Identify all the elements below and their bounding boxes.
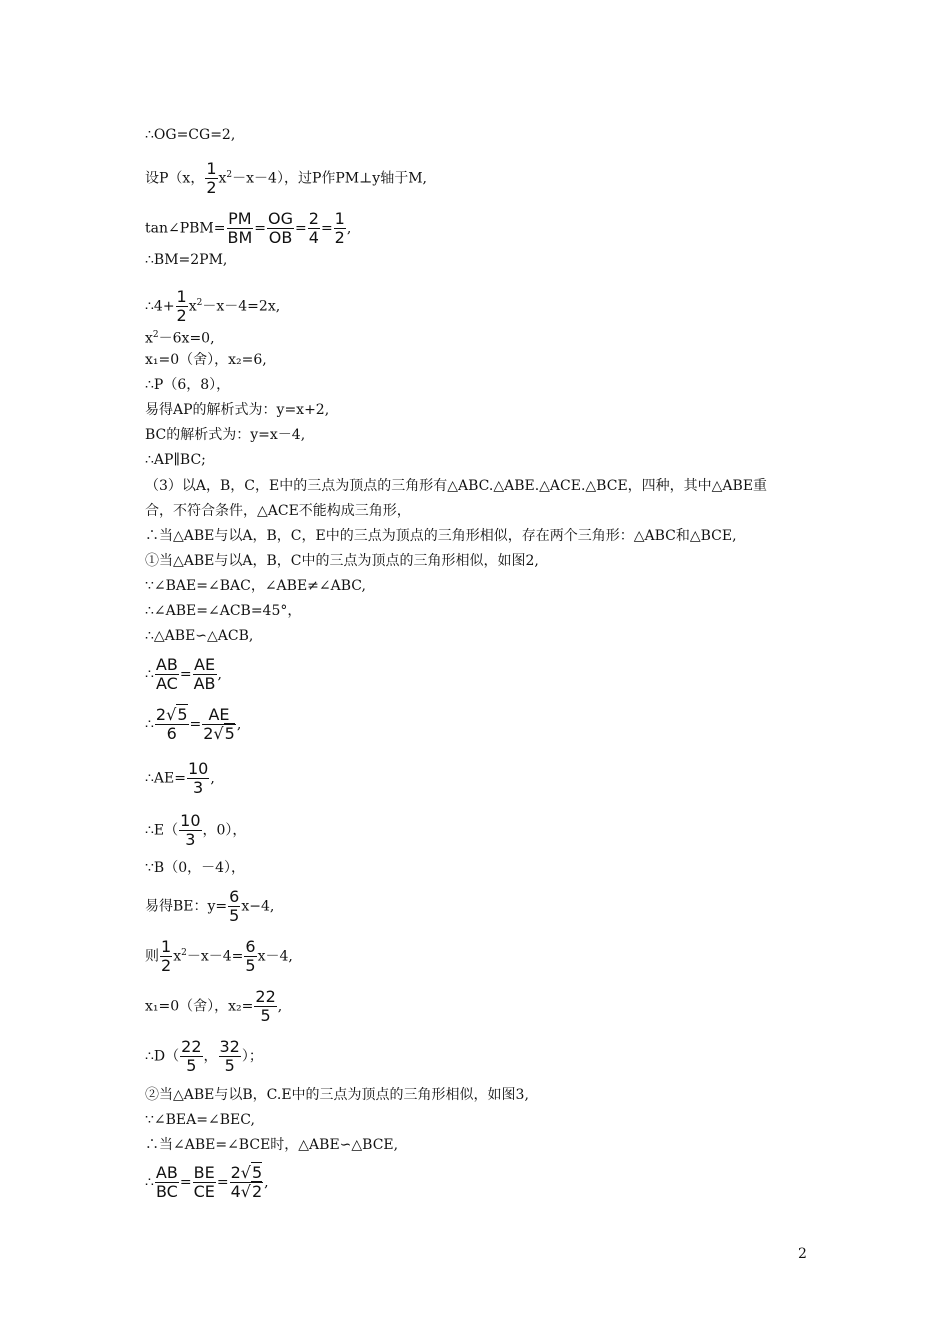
fraction: $\frac{1}{2}$: [161, 937, 172, 975]
line-25: 则 $\frac{1}{2}$ $x^2-x-4=$ $\frac{6}{5}$ x－4,: [145, 937, 293, 975]
fraction: $\frac{PM}{BM}$: [227, 209, 253, 247]
line-5: ∴4+ $\frac{1}{2}$ $x^2-x-4=2x$,: [145, 287, 281, 325]
line-27: ∴D（ $\frac{22}{5}$ ， $\frac{32}{5}$ ）；: [145, 1037, 263, 1075]
radical: √5: [166, 705, 188, 724]
line-21: ∴AE= $\frac{10}{3}$ ,: [145, 759, 215, 797]
line-13: 合，不符合条件，△ACE不能构成三角形，: [145, 503, 411, 519]
fraction: $\frac{6}{5}$: [245, 937, 256, 975]
line-9: 易得AP的解析式为：y=x+2,: [145, 402, 330, 418]
line-26: x₁=0（舍），x₂= $\frac{22}{5}$ ,: [145, 987, 283, 1025]
fraction: $\frac{10}{3}$: [180, 811, 201, 849]
fraction: $\frac{1}{2}$: [206, 159, 217, 197]
line-31: ∴ $\frac{AB}{BC}$ = $\frac{BE}{CE}$ = $\frac{2√5}{4√2}$ ,: [145, 1163, 269, 1201]
fraction: $\frac{2√5}{4√2}$: [230, 1163, 263, 1201]
fraction: $\frac{AE}{AB}$: [193, 655, 216, 693]
fraction: $\frac{1}{2}$: [334, 209, 345, 247]
line-14: ∴当△ABE与以A，B，C，E中的三点为顶点的三角形相似，存在两个三角形：△ABC和△BCE,: [145, 528, 737, 544]
fraction: $\frac{AB}{BC}$: [155, 1163, 178, 1201]
fraction: $\frac{OG}{OB}$: [268, 209, 294, 247]
line-4: ∴BM=2PM,: [145, 252, 228, 268]
line-10: BC的解析式为：y=x－4,: [145, 427, 306, 443]
line-29: ∵∠BEA=∠BEC,: [145, 1112, 255, 1128]
line-12: （3）以A，B，C，E中的三点为顶点的三角形有△ABC.△ABE.△ACE.△BCE，四种，其中△ABE重: [145, 478, 768, 494]
radical: √5: [213, 724, 235, 743]
line-1: ∴OG=CG=2,: [145, 127, 236, 143]
line-28: ②当△ABE与以B，C.E中的三点为顶点的三角形相似，如图3,: [145, 1087, 529, 1103]
fraction: $\frac{22}{5}$: [255, 987, 276, 1025]
fraction: $\frac{22}{5}$: [181, 1037, 202, 1075]
line-20: ∴ $\frac{2√5}{6}$ = $\frac{AE}{2√5}$ ,: [145, 705, 242, 743]
radical: √5: [240, 1163, 263, 1182]
line-8: ∴P（6，8），: [145, 377, 231, 393]
line-15: ①当△ABE与以A，B，C中的三点为顶点的三角形相似，如图2,: [145, 553, 539, 569]
line-30: ∴当∠ABE=∠BCE时，△ABE∽△BCE,: [145, 1137, 399, 1153]
fraction: $\frac{10}{3}$: [187, 759, 209, 797]
fraction: $\frac{6}{5}$: [229, 887, 240, 925]
fraction: $\frac{1}{2}$: [176, 287, 187, 325]
fraction: $\frac{AE}{2√5}$: [203, 705, 235, 743]
line-22: ∴E（ $\frac{10}{3}$ ，0），: [145, 811, 247, 849]
fraction: $\frac{32}{5}$: [219, 1037, 240, 1075]
line-7: x₁=0（舍），x₂=6,: [145, 352, 267, 368]
fraction: $\frac{2}{4}$: [308, 209, 319, 247]
line-6: $x^2-6x=0$,: [145, 330, 215, 347]
line-16: ∵∠BAE=∠BAC，∠ABE≠∠ABC,: [145, 578, 366, 594]
line-19: ∴ $\frac{AB}{AC}$ = $\frac{AE}{AB}$ ,: [145, 655, 222, 693]
fraction: $\frac{AB}{AC}$: [155, 655, 178, 693]
line-17: ∴∠ABE=∠ACB=45°，: [145, 603, 302, 619]
line-23: ∵B（0，－4），: [145, 860, 246, 876]
page-number: 2: [798, 1246, 807, 1262]
line-18: ∴△ABE∽△ACB,: [145, 628, 254, 644]
line-2: 设P（x， $\frac{1}{2}$ $x^2-x-4$），过P作PM⊥y轴于M,: [145, 159, 427, 197]
line-11: ∴AP∥BC;: [145, 452, 206, 468]
fraction: $\frac{2√5}{6}$: [155, 705, 188, 743]
line-3: tan∠PBM= $\frac{PM}{BM}$ = $\frac{OG}{OB}$ = $\frac{2}{4}$ = $\frac{1}{2}$ ,: [145, 209, 352, 247]
line-24: 易得BE：y= $\frac{6}{5}$ x−4,: [145, 887, 275, 925]
radical: √2: [240, 1182, 263, 1201]
fraction: $\frac{BE}{CE}$: [193, 1163, 215, 1201]
